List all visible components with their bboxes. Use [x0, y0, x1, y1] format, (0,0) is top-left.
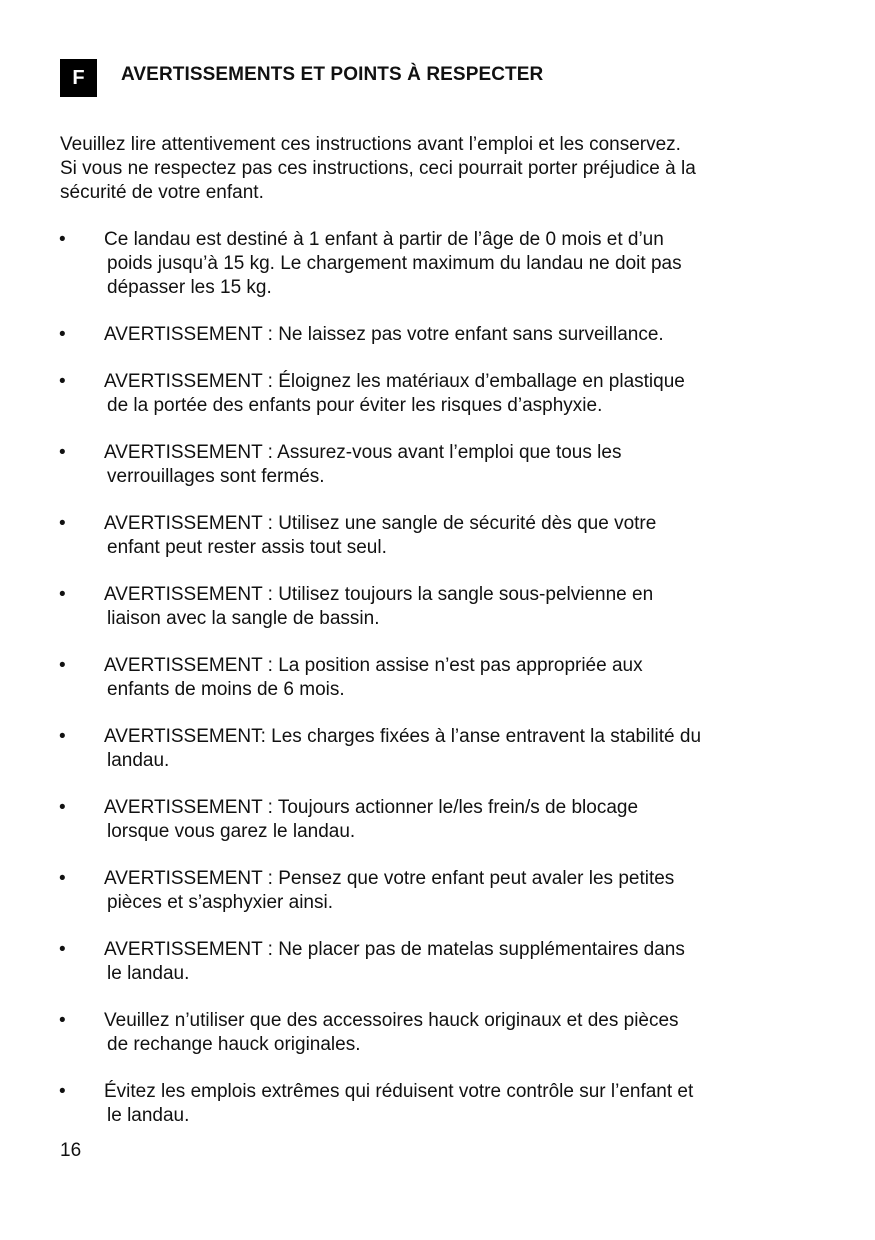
bullet-icon: •	[59, 797, 66, 818]
bullet-icon: •	[59, 655, 66, 676]
bullet-icon: •	[59, 229, 66, 250]
warning-line: AVERTISSEMENT : Assurez-vous avant l’emploi que tous les	[104, 442, 622, 463]
warning-text	[104, 441, 784, 489]
bullet-icon: •	[59, 513, 66, 534]
warning-line: Ce landau est destiné à 1 enfant à partir de l’âge de 0 mois et d’un	[104, 229, 664, 250]
warning-item	[0, 725, 875, 773]
page-number: 16	[60, 1140, 82, 1161]
intro-line: Si vous ne respectez pas ces instructions, ceci pourrait porter préjudice à la	[60, 158, 696, 179]
warning-line: le landau.	[107, 1105, 190, 1126]
warning-line: Évitez les emplois extrêmes qui réduisent votre contrôle sur l’enfant et	[104, 1081, 694, 1102]
warning-line: de la portée des enfants pour éviter les risques d’asphyxie.	[107, 395, 603, 416]
warning-line: AVERTISSEMENT : Ne laissez pas votre enfant sans surveillance.	[104, 324, 664, 345]
warning-item	[0, 512, 875, 560]
warning-item	[0, 867, 875, 915]
bullet-icon: •	[59, 1010, 66, 1031]
warning-text	[104, 323, 784, 347]
bullet-icon: •	[59, 442, 66, 463]
warning-line: landau.	[107, 750, 170, 771]
warning-line: AVERTISSEMENT : Éloignez les matériaux d’emballage en plastique	[104, 371, 685, 392]
warning-line: liaison avec la sangle de bassin.	[107, 608, 380, 629]
warning-line: AVERTISSEMENT : Utilisez toujours la sangle sous-pelvienne en	[104, 584, 654, 605]
warning-item	[0, 1009, 875, 1057]
intro-line: sécurité de votre enfant.	[60, 182, 264, 203]
warning-line: enfant peut rester assis tout seul.	[107, 537, 387, 558]
language-badge: F	[60, 59, 97, 97]
warning-item	[0, 441, 875, 489]
warning-item	[0, 323, 875, 347]
warning-item	[0, 654, 875, 702]
bullet-icon: •	[59, 868, 66, 889]
bullet-icon: •	[59, 726, 66, 747]
warning-line: AVERTISSEMENT : Toujours actionner le/les frein/s de blocage	[104, 797, 639, 818]
warning-text	[104, 725, 784, 773]
warning-line: poids jusqu’à 15 kg. Le chargement maximum du landau ne doit pas	[107, 253, 682, 274]
warning-line: AVERTISSEMENT : Ne placer pas de matelas supplémentaires dans	[104, 939, 685, 960]
warning-line: enfants de moins de 6 mois.	[107, 679, 345, 700]
page-title: AVERTISSEMENTS ET POINTS À RESPECTER	[121, 64, 544, 85]
bullet-icon: •	[59, 324, 66, 345]
warning-item	[0, 583, 875, 631]
warning-line: AVERTISSEMENT: Les charges fixées à l’anse entravent la stabilité du	[104, 726, 702, 747]
bullet-icon: •	[59, 371, 66, 392]
warning-text	[104, 228, 784, 300]
warning-text	[104, 938, 784, 986]
warning-text	[104, 1009, 784, 1057]
warning-line: dépasser les 15 kg.	[107, 277, 272, 298]
warning-line: Veuillez n’utiliser que des accessoires hauck originaux et des pièces	[104, 1010, 679, 1031]
bullet-icon: •	[59, 584, 66, 605]
warning-item	[0, 1080, 875, 1128]
warning-text	[104, 867, 784, 915]
warning-text	[104, 512, 784, 560]
warning-line: AVERTISSEMENT : La position assise n’est pas appropriée aux	[104, 655, 643, 676]
bullet-icon: •	[59, 939, 66, 960]
warning-item	[0, 228, 875, 300]
warning-line: AVERTISSEMENT : Utilisez une sangle de sécurité dès que votre	[104, 513, 657, 534]
warning-text	[104, 370, 784, 418]
warning-line: le landau.	[107, 963, 190, 984]
warning-text	[104, 654, 784, 702]
warning-text	[104, 796, 784, 844]
intro-paragraph	[60, 133, 780, 205]
warning-line: AVERTISSEMENT : Pensez que votre enfant peut avaler les petites	[104, 868, 675, 889]
warning-item	[0, 938, 875, 986]
warning-text	[104, 583, 784, 631]
intro-line: Veuillez lire attentivement ces instructions avant l’emploi et les conservez.	[60, 134, 681, 155]
warning-text	[104, 1080, 784, 1128]
warning-item	[0, 796, 875, 844]
warning-line: pièces et s’asphyxier ainsi.	[107, 892, 333, 913]
bullet-icon: •	[59, 1081, 66, 1102]
warning-line: de rechange hauck originales.	[107, 1034, 361, 1055]
warning-line: lorsque vous garez le landau.	[107, 821, 356, 842]
warning-line: verrouillages sont fermés.	[107, 466, 325, 487]
warning-item	[0, 370, 875, 418]
warnings-list	[0, 228, 875, 1128]
